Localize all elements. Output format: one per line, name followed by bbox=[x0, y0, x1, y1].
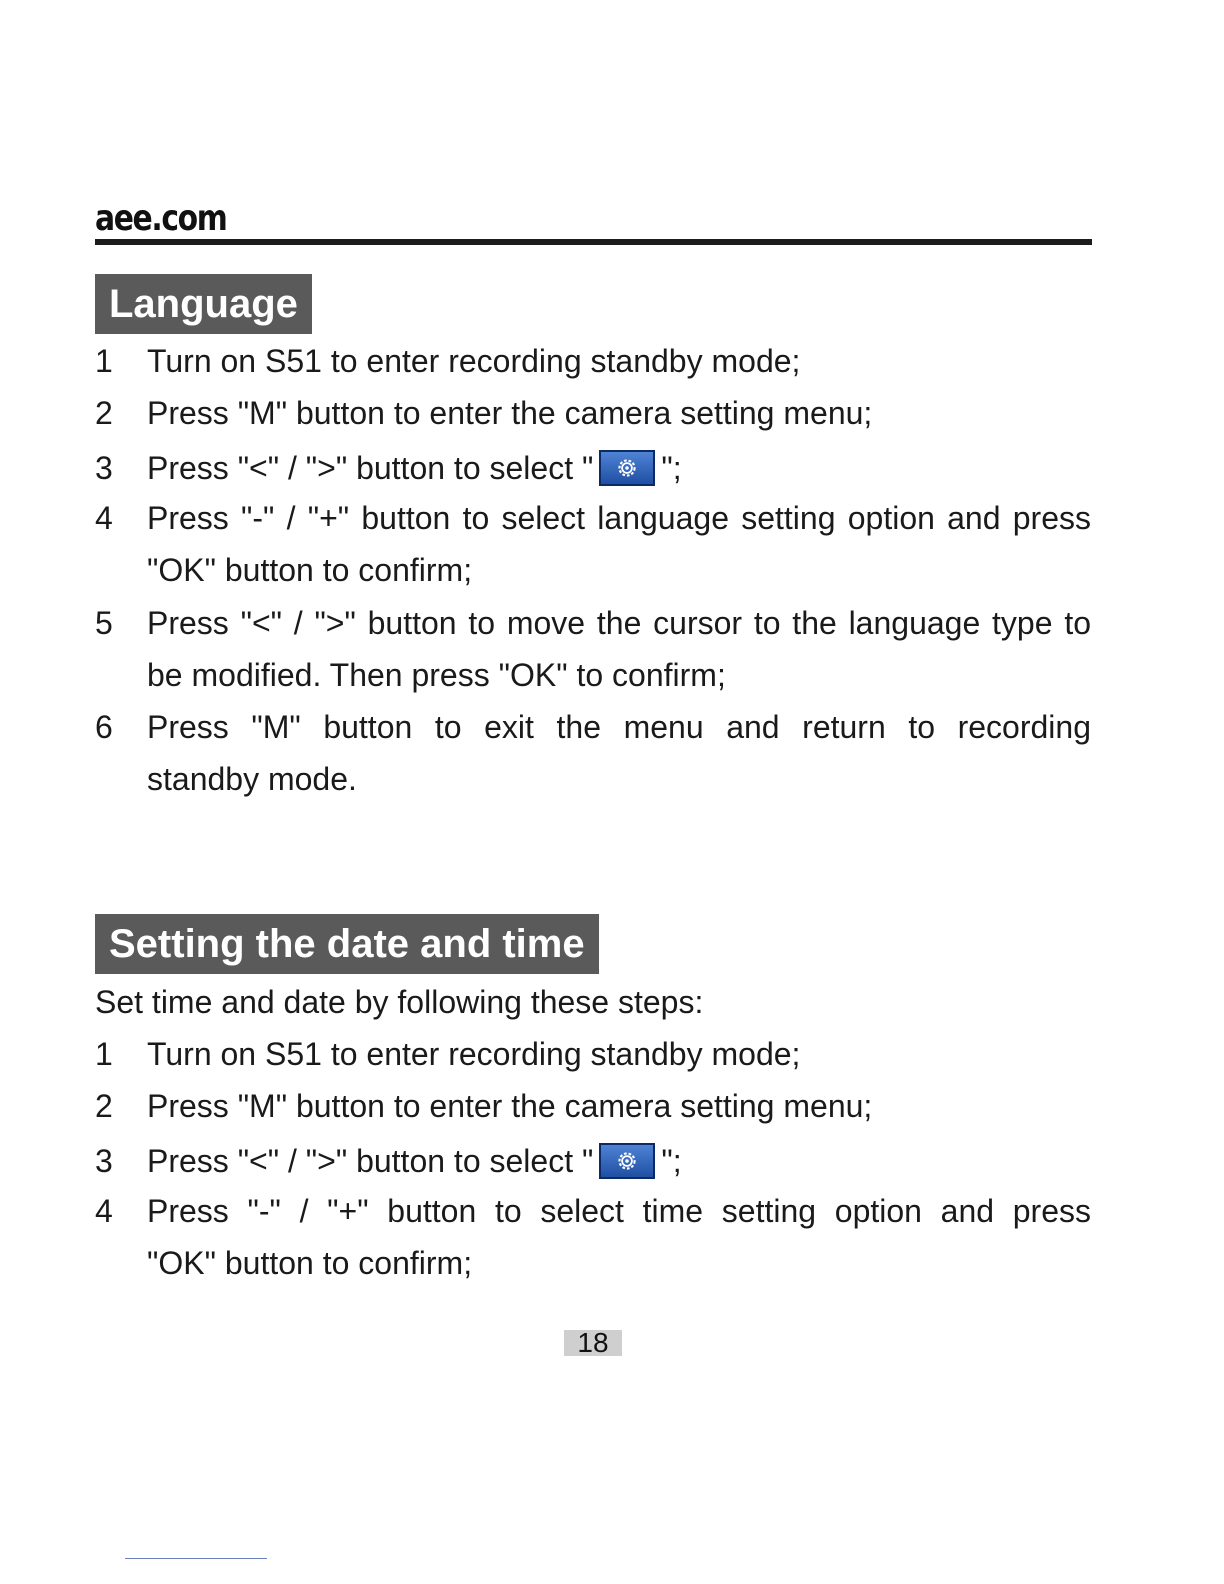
gear-icon bbox=[599, 450, 655, 486]
step-text-before: Press "<" / ">" button to select " bbox=[147, 450, 594, 486]
section-title-date-time: Setting the date and time bbox=[95, 914, 599, 974]
step-text-before: Press "<" / ">" button to select " bbox=[147, 1143, 594, 1179]
step-text: Press "M" button to exit the menu and return to recording bbox=[147, 709, 1091, 745]
header-rule bbox=[95, 239, 1092, 245]
step-number: 1 bbox=[95, 343, 113, 379]
step-text bbox=[147, 448, 682, 489]
step-number: 4 bbox=[95, 1193, 113, 1229]
step-text-continued: "OK" button to confirm; bbox=[147, 1245, 473, 1281]
gear-icon bbox=[599, 1143, 655, 1179]
step-text: Turn on S51 to enter recording standby mode; bbox=[147, 1036, 801, 1072]
step-text: Press "M" button to enter the camera setting menu; bbox=[147, 395, 873, 431]
page-number: 18 bbox=[564, 1330, 622, 1356]
step-number: 6 bbox=[95, 709, 113, 745]
step-number: 1 bbox=[95, 1036, 113, 1072]
step-text: Press "<" / ">" button to move the cursor to the language type to bbox=[147, 605, 1091, 641]
step-number: 3 bbox=[95, 1143, 113, 1179]
step-number: 2 bbox=[95, 1088, 113, 1124]
footer-divider bbox=[125, 1558, 267, 1559]
section-intro: Set time and date by following these steps: bbox=[95, 984, 704, 1020]
step-number: 3 bbox=[95, 450, 113, 486]
step-text: Press "-" / "+" button to select language setting option and press bbox=[147, 500, 1091, 536]
step-number: 4 bbox=[95, 500, 113, 536]
step-text bbox=[147, 1141, 682, 1182]
step-text: Press "M" button to enter the camera setting menu; bbox=[147, 1088, 873, 1124]
step-text-continued: be modified. Then press "OK" to confirm; bbox=[147, 657, 726, 693]
step-number: 2 bbox=[95, 395, 113, 431]
step-text-after: "; bbox=[661, 1143, 682, 1179]
step-text: Turn on S51 to enter recording standby mode; bbox=[147, 343, 801, 379]
step-text: Press "-" / "+" button to select time setting option and press bbox=[147, 1193, 1091, 1229]
step-text-continued: "OK" button to confirm; bbox=[147, 552, 473, 588]
step-text-continued: standby mode. bbox=[147, 761, 357, 797]
brand-logo: aee.com bbox=[95, 198, 227, 239]
section-title-language: Language bbox=[95, 274, 312, 334]
step-number: 5 bbox=[95, 605, 113, 641]
step-text-after: "; bbox=[661, 450, 682, 486]
